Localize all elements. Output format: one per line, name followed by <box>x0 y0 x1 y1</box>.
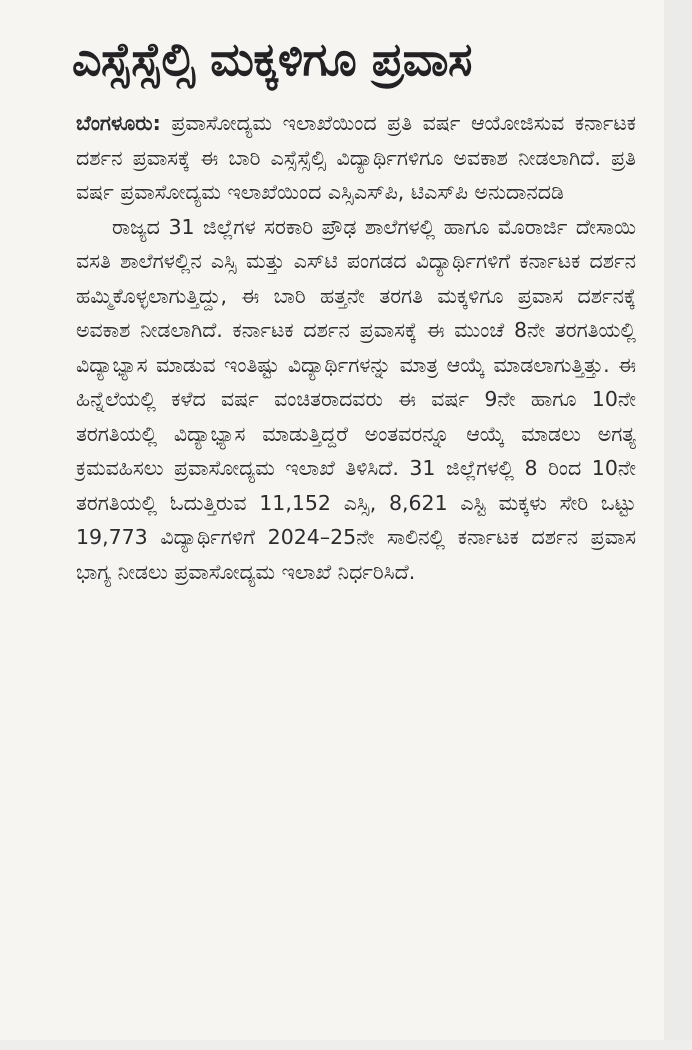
article-headline: ಎಸ್ಸೆಸ್ಸೆಲ್ಸಿ ಮಕ್ಕಳಿಗೂ ಪ್ರವಾಸ <box>72 32 472 86</box>
page-margin <box>664 0 692 1040</box>
next-article-headline-cut-off <box>72 1010 632 1050</box>
paragraph-1-text: ಪ್ರವಾಸೋದ್ಯಮ ಇಲಾಖೆಯಿಂದ ಪ್ರತಿ ವರ್ಷ ಆಯೋಜಿಸುವ ಕರ್ನಾಟಕ ದರ್ಶನ ಪ್ರವಾಸಕ್ಕೆ ಈ ಬಾರಿ ಎಸ್ಸೆಸ್ಸೆಲ್ಸಿ ವಿದ್ಯಾರ್ಥಿಗಳಿಗೂ ಅವಕಾಶ ನೀಡಲಾಗಿದೆ. ಪ್ರತಿ ವರ್ಷ ಪ್ರವಾಸೋದ್ಯಮ ಇಲಾಖೆಯಿಂದ ಎಸ್ಸಿಎಸ್‌ಪಿ, ಟಿಎಸ್‌ಪಿ ಅನುದಾನದಡಿ <box>76 111 636 204</box>
article-paragraph-2: ರಾಜ್ಯದ 31 ಜಿಲ್ಲೆಗಳ ಸರಕಾರಿ ಪ್ರೌಢ ಶಾಲೆಗಳಲ್ಲಿ ಹಾಗೂ ಮೊರಾರ್ಜಿ ದೇಸಾಯಿ ವಸತಿ ಶಾಲೆಗಳಲ್ಲಿನ ಎಸ್ಸಿ ಮತ್ತು ಎಸ್‌ಟಿ ಪಂಗಡದ ವಿದ್ಯಾರ್ಥಿಗಳಿಗೆ ಕರ್ನಾಟಕ ದರ್ಶನ ಹಮ್ಮಿಕೊಳ್ಳಲಾಗುತ್ತಿದ್ದು, ಈ ಬಾರಿ ಹತ್ತನೇ ತರಗತಿ ಮಕ್ಕಳಿಗೂ ಪ್ರವಾಸ ದರ್ಶನಕ್ಕೆ ಅವಕಾಶ ನೀಡಲಾಗಿದೆ. ಕರ್ನಾಟಕ ದರ್ಶನ ಪ್ರವಾಸಕ್ಕೆ ಈ ಮುಂಚೆ 8ನೇ ತರಗತಿಯಲ್ಲಿ ವಿದ್ಯಾಭ್ಯಾಸ ಮಾಡುವ ಇಂತಿಷ್ಟು ವಿದ್ಯಾರ್ಥಿಗಳನ್ನು ಮಾತ್ರ ಆಯ್ಕೆ ಮಾಡಲಾಗುತ್ತಿತ್ತು. ಈ ಹಿನ್ನೆಲೆಯಲ್ಲಿ ಕಳೆದ ವರ್ಷ ವಂಚಿತರಾದವರು ಈ ವರ್ಷ 9ನೇ ಹಾಗೂ 10ನೇ ತರಗತಿಯಲ್ಲಿ ವಿದ್ಯಾಭ್ಯಾಸ ಮಾಡುತ್ತಿದ್ದರೆ ಅಂತವರನ್ನೂ ಆಯ್ಕೆ ಮಾಡಲು ಅಗತ್ಯ ಕ್ರಮವಹಿಸಲು ಪ್ರವಾಸೋದ್ಯಮ ಇಲಾಖೆ ತಿಳಿಸಿದೆ. 31 ಜಿಲ್ಲೆಗಳಲ್ಲಿ 8 ರಿಂದ 10ನೇ ತರಗತಿಯಲ್ಲಿ ಓದುತ್ತಿರುವ 11,152 ಎಸ್ಸಿ, 8,621 ಎಸ್ಟಿ ಮಕ್ಕಳು ಸೇರಿ ಒಟ್ಟು 19,773 ವಿದ್ಯಾರ್ಥಿಗಳಿಗೆ 2024–25ನೇ ಸಾಲಿನಲ್ಲಿ ಕರ್ನಾಟಕ ದರ್ಶನ ಪ್ರವಾಸ ಭಾಗ್ಯ ನೀಡಲು ಪ್ರವಾಸೋದ್ಯಮ ಇಲಾಖೆ ನಿರ್ಧರಿಸಿದೆ. <box>76 214 636 584</box>
article-paragraph-1 <box>76 106 636 210</box>
article-dateline: ಬೆಂಗಳೂರು: <box>76 111 161 135</box>
previous-article-cut-off-text <box>70 0 640 12</box>
article-body <box>76 106 636 589</box>
